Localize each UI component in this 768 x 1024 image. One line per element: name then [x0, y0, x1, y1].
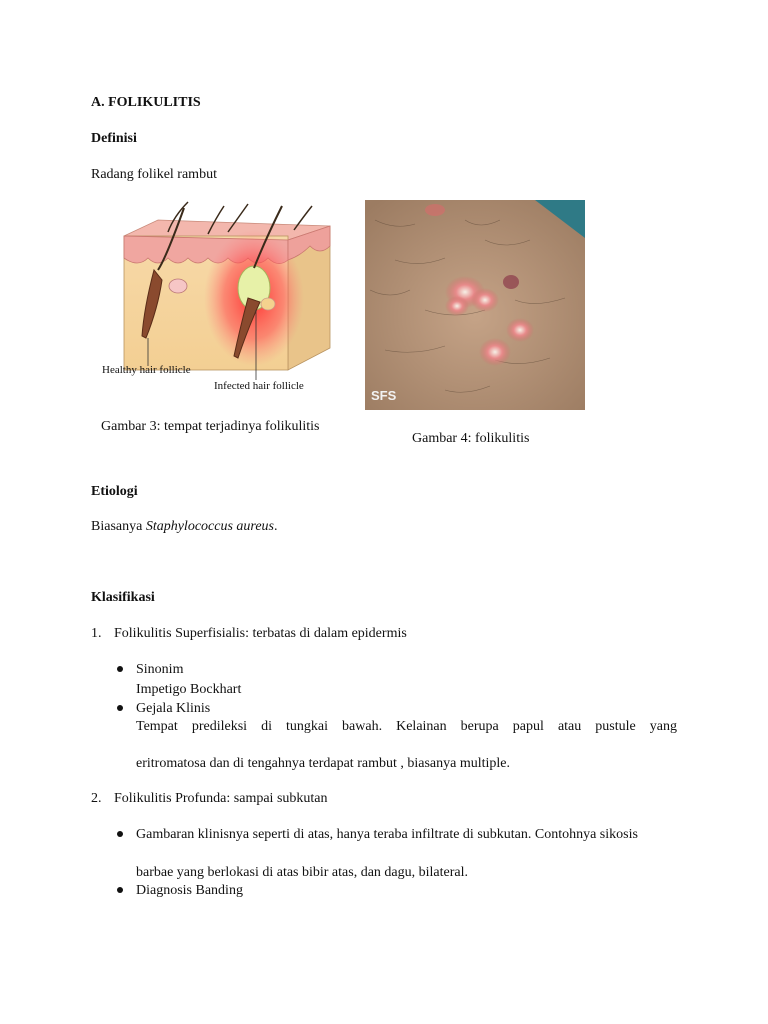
bullet-icon [117, 831, 123, 837]
etiologi-suffix: . [274, 519, 278, 534]
etiologi-text [91, 518, 278, 536]
bullet-text: Gambaran klinisnya seperti di atas, hanya teraba infiltrate di subkutan. Contohnya sikosis [136, 827, 638, 842]
definisi-text: Radang folikel rambut [91, 167, 217, 182]
bullet-text: Gejala Klinis [136, 701, 211, 716]
list-item-text: Folikulitis Superfisialis: terbatas di dalam epidermis [114, 626, 407, 641]
bullet-text: Tempat predileksi di tungkai bawah. Kelainan berupa papul atau pustule yang [136, 719, 677, 734]
list-item-number: 1. [91, 626, 102, 641]
bullet-text: Sinonim [136, 662, 184, 677]
list-item-text: Folikulitis Profunda: sampai subkutan [114, 791, 328, 806]
etiologi-organism: Staphylococcus aureus [145, 519, 275, 534]
bullet-text: eritromatosa dan di tengahnya terdapat rambut , biasanya multiple. [136, 756, 510, 771]
bullet-icon [117, 705, 123, 711]
bullet-icon [117, 887, 123, 893]
figure-4-caption: Gambar 4: folikulitis [412, 431, 530, 446]
bullet-text: barbae yang berlokasi di atas bibir atas, dan dagu, bilateral. [136, 865, 468, 880]
etiologi-heading: Etiologi [91, 484, 138, 499]
bullet-text: Impetigo Bockhart [136, 682, 242, 697]
figure-3-caption: Gambar 3: tempat terjadinya folikulitis [101, 419, 320, 434]
infected-follicle-label: Infected hair follicle [214, 380, 304, 392]
section-title: A. FOLIKULITIS [91, 95, 201, 110]
bullet-text: Diagnosis Banding [136, 883, 243, 898]
photo-watermark: SFS [371, 388, 397, 403]
klasifikasi-heading: Klasifikasi [91, 590, 155, 605]
bullet-icon [117, 666, 123, 672]
hair-follicle-illustration [98, 198, 338, 403]
list-item-number: 2. [91, 791, 102, 806]
healthy-follicle-label: Healthy hair follicle [102, 364, 191, 376]
etiologi-prefix: Biasanya [91, 519, 146, 534]
definisi-heading: Definisi [91, 131, 137, 146]
folliculitis-photo [365, 200, 585, 410]
